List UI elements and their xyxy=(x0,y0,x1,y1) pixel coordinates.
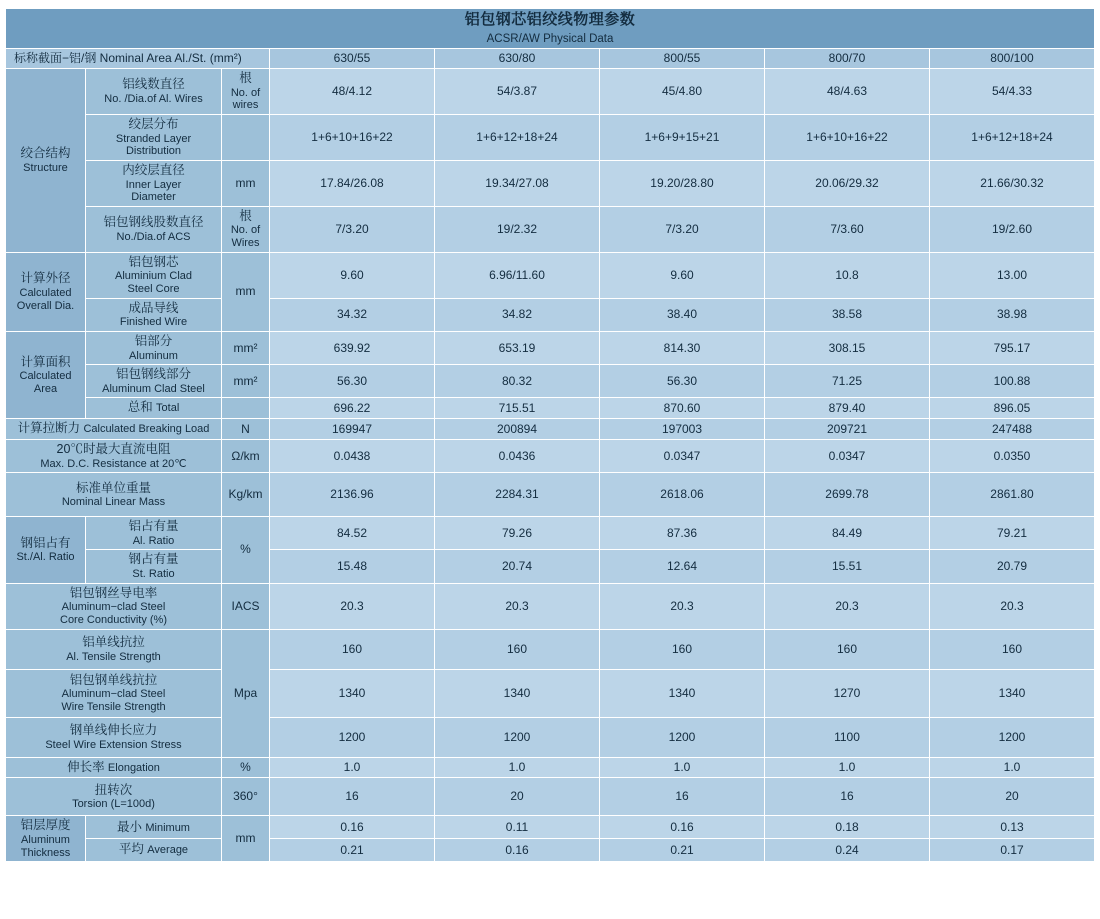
table-row xyxy=(6,365,1095,398)
header-col-4: 800/100 xyxy=(930,49,1095,69)
row-label-total-area xyxy=(86,398,222,419)
cell: 0.0347 xyxy=(600,439,765,472)
cell: 1200 xyxy=(600,717,765,757)
row-label-en1: Inner Layer xyxy=(125,178,182,191)
row-label-en1: Aluminum−clad Steel xyxy=(61,601,166,614)
row-label-en2: Steel Core xyxy=(127,283,180,296)
cell: 1340 xyxy=(435,669,600,717)
cell: 160 xyxy=(930,629,1095,669)
group-structure-en: Structure xyxy=(23,161,68,174)
row-label-zh: 总和 xyxy=(127,400,153,415)
unit-mm2-acs: mm² xyxy=(222,365,270,398)
cell: 7/3.20 xyxy=(270,206,435,252)
cell: 54/3.87 xyxy=(435,69,600,115)
row-label-al-ratio xyxy=(86,517,222,550)
cell: 15.48 xyxy=(270,550,435,583)
row-label-en1: Aluminium Clad xyxy=(114,270,193,283)
row-label-zh: 扭转次 xyxy=(94,782,133,797)
table-row xyxy=(6,816,1095,839)
unit-torsion-360: 360° xyxy=(222,778,270,816)
cell: 0.24 xyxy=(765,839,930,862)
cell: 100.88 xyxy=(930,365,1095,398)
cell: 1.0 xyxy=(600,757,765,778)
cell: 2618.06 xyxy=(600,473,765,517)
cell: 795.17 xyxy=(930,331,1095,364)
unit-en1: No. of xyxy=(230,86,261,99)
cell: 1.0 xyxy=(930,757,1095,778)
cell: 0.13 xyxy=(930,816,1095,839)
cell: 308.15 xyxy=(765,331,930,364)
cell: 1+6+12+18+24 xyxy=(435,115,600,161)
table-row xyxy=(6,160,1095,206)
cell: 79.26 xyxy=(435,517,600,550)
cell: 0.16 xyxy=(600,816,765,839)
row-label-zh: 绞层分布 xyxy=(128,117,179,132)
cell: 38.40 xyxy=(600,298,765,331)
group-en2: Area xyxy=(33,382,58,395)
row-label-thickness-minimum xyxy=(86,816,222,839)
cell: 0.0350 xyxy=(930,439,1095,472)
unit-linear-mass: Kg/km xyxy=(222,473,270,517)
row-label-acs-wires xyxy=(86,206,222,252)
cell: 87.36 xyxy=(600,517,765,550)
cell: 56.30 xyxy=(600,365,765,398)
unit-acs-wires xyxy=(222,206,270,252)
row-label-aluminum-area xyxy=(86,331,222,364)
group-en1: Aluminum xyxy=(21,834,70,847)
row-label-zh: 铝包钢芯 xyxy=(128,254,179,269)
cell: 20 xyxy=(435,778,600,816)
cell: 34.32 xyxy=(270,298,435,331)
cell: 2861.80 xyxy=(930,473,1095,517)
row-label-zh: 20℃时最大直流电阻 xyxy=(56,441,171,456)
cell: 197003 xyxy=(600,419,765,440)
row-label-en1: Stranded Layer xyxy=(115,132,192,145)
row-label-en1: Minimum xyxy=(145,821,190,834)
table-row xyxy=(6,206,1095,252)
row-label-en2: Wire Tensile Strength xyxy=(61,700,166,713)
cell: 1+6+10+16+22 xyxy=(270,115,435,161)
cell: 209721 xyxy=(765,419,930,440)
cell: 639.92 xyxy=(270,331,435,364)
cell: 1270 xyxy=(765,669,930,717)
group-zh: 铝层厚度 xyxy=(20,818,71,833)
cell: 6.96/11.60 xyxy=(435,252,600,298)
group-calculated-area xyxy=(6,331,86,418)
group-en: St./Al. Ratio xyxy=(16,551,75,564)
cell: 0.0347 xyxy=(765,439,930,472)
cell: 13.00 xyxy=(930,252,1095,298)
row-label-zh: 标准单位重量 xyxy=(75,480,151,495)
table-row xyxy=(6,419,1095,440)
unit-ratio-percent: % xyxy=(222,517,270,584)
unit-al-wires xyxy=(222,69,270,115)
cell: 79.21 xyxy=(930,517,1095,550)
cell: 38.98 xyxy=(930,298,1095,331)
table-row xyxy=(6,839,1095,862)
cell: 9.60 xyxy=(600,252,765,298)
cell: 20.3 xyxy=(930,583,1095,629)
unit-mpa: Mpa xyxy=(222,629,270,757)
table-row xyxy=(6,439,1095,472)
cell: 80.32 xyxy=(435,365,600,398)
cell: 200894 xyxy=(435,419,600,440)
unit-en1: No. of xyxy=(230,224,261,237)
cell: 84.52 xyxy=(270,517,435,550)
cell: 1200 xyxy=(270,717,435,757)
cell: 38.58 xyxy=(765,298,930,331)
group-en2: Overall Dia. xyxy=(16,299,75,312)
row-label-st-ratio xyxy=(86,550,222,583)
cell: 160 xyxy=(600,629,765,669)
cell: 1.0 xyxy=(765,757,930,778)
table-row xyxy=(6,517,1095,550)
row-label-en1: St. Ratio xyxy=(132,568,175,581)
unit-en2: Wires xyxy=(231,237,260,250)
cell: 16 xyxy=(270,778,435,816)
row-label-steel-wire-extension-stress xyxy=(6,717,222,757)
acsr-aw-physical-data-table xyxy=(5,8,1095,862)
header-nominal-area: 标称截面−铝/钢 Nominal Area Al./St. (mm²) xyxy=(6,49,270,69)
cell: 0.17 xyxy=(930,839,1095,862)
row-label-inner-layer-diameter xyxy=(86,160,222,206)
cell: 9.60 xyxy=(270,252,435,298)
row-label-en1: Al. Tensile Strength xyxy=(66,650,161,663)
cell: 34.82 xyxy=(435,298,600,331)
cell: 0.18 xyxy=(765,816,930,839)
cell: 45/4.80 xyxy=(600,69,765,115)
cell: 2136.96 xyxy=(270,473,435,517)
cell: 21.66/30.32 xyxy=(930,160,1095,206)
cell: 7/3.60 xyxy=(765,206,930,252)
cell: 1.0 xyxy=(270,757,435,778)
cell: 1200 xyxy=(435,717,600,757)
cell: 56.30 xyxy=(270,365,435,398)
row-label-zh: 铝部分 xyxy=(134,333,173,348)
group-zh: 计算外径 xyxy=(20,271,71,286)
unit-mm2-aluminum: mm² xyxy=(222,331,270,364)
group-en1: Calculated xyxy=(19,370,72,383)
cell: 19.34/27.08 xyxy=(435,160,600,206)
row-label-en1: Al. Ratio xyxy=(132,534,175,547)
row-label-zh: 钢单线伸长应力 xyxy=(69,723,158,738)
row-label-zh: 铝单线抗拉 xyxy=(82,635,145,650)
row-label-zh: 铝线数直径 xyxy=(122,77,185,92)
table-row xyxy=(6,398,1095,419)
cell: 0.16 xyxy=(270,816,435,839)
row-label-thickness-average xyxy=(86,839,222,862)
cell: 2284.31 xyxy=(435,473,600,517)
row-label-finished-wire xyxy=(86,298,222,331)
row-label-en2: Diameter xyxy=(131,191,176,204)
unit-mm: mm xyxy=(222,160,270,206)
row-label-torsion xyxy=(6,778,222,816)
cell: 19/2.60 xyxy=(930,206,1095,252)
table-title-cell xyxy=(6,9,1095,49)
row-label-en1: Torsion (L=100d) xyxy=(72,798,155,811)
row-label-zh: 铝占有量 xyxy=(128,519,179,534)
table-row xyxy=(6,669,1095,717)
row-label-en2: Distribution xyxy=(125,145,182,158)
table-row xyxy=(6,550,1095,583)
cell: 20.3 xyxy=(765,583,930,629)
cell: 1+6+9+15+21 xyxy=(600,115,765,161)
cell: 84.49 xyxy=(765,517,930,550)
unit-zh: 根 xyxy=(239,208,252,223)
unit-zh: 根 xyxy=(239,71,252,86)
cell: 1340 xyxy=(600,669,765,717)
table-row xyxy=(6,717,1095,757)
row-label-zh: 成品导线 xyxy=(128,300,179,315)
cell: 20.79 xyxy=(930,550,1095,583)
row-label-stranded-layer xyxy=(86,115,222,161)
table-row xyxy=(6,298,1095,331)
header-col-0: 630/55 xyxy=(270,49,435,69)
group-aluminum-thickness xyxy=(6,816,86,862)
row-label-zh: 伸长率 xyxy=(67,759,105,774)
table-row xyxy=(6,757,1095,778)
cell: 7/3.20 xyxy=(600,206,765,252)
cell: 48/4.63 xyxy=(765,69,930,115)
table-row xyxy=(6,331,1095,364)
cell: 653.19 xyxy=(435,331,600,364)
row-label-aluminum-clad-steel-area xyxy=(86,365,222,398)
header-col-1: 630/80 xyxy=(435,49,600,69)
unit-dc-resistance: Ω/km xyxy=(222,439,270,472)
cell: 1100 xyxy=(765,717,930,757)
row-label-dc-resistance xyxy=(6,439,222,472)
table-row xyxy=(6,778,1095,816)
cell: 71.25 xyxy=(765,365,930,398)
cell: 696.22 xyxy=(270,398,435,419)
row-label-aluminium-clad-steel-core xyxy=(86,252,222,298)
group-structure xyxy=(6,69,86,253)
cell: 2699.78 xyxy=(765,473,930,517)
header-col-3: 800/70 xyxy=(765,49,930,69)
row-label-zh: 内绞层直径 xyxy=(122,162,185,177)
row-label-en1: Total xyxy=(156,402,180,415)
row-label-acs-wire-tensile-strength xyxy=(6,669,222,717)
row-label-en1: Calculated Breaking Load xyxy=(83,423,210,436)
row-label-zh: 铝包钢线部分 xyxy=(115,367,191,382)
datasheet-page xyxy=(0,8,1100,919)
cell: 0.0438 xyxy=(270,439,435,472)
cell: 715.51 xyxy=(435,398,600,419)
unit-mm-overall-dia: mm xyxy=(222,252,270,331)
cell: 870.60 xyxy=(600,398,765,419)
row-label-en1: Aluminum−clad Steel xyxy=(61,688,166,701)
table-row xyxy=(6,115,1095,161)
title-en: ACSR/AW Physical Data xyxy=(486,32,614,45)
cell: 20 xyxy=(930,778,1095,816)
table-header-row xyxy=(6,49,1095,69)
unit-blank-total xyxy=(222,398,270,419)
row-label-en1: No./Dia.of ACS xyxy=(116,230,191,243)
row-label-en1: Max. D.C. Resistance at 20℃ xyxy=(40,457,187,470)
table-title-row xyxy=(6,9,1095,49)
cell: 48/4.12 xyxy=(270,69,435,115)
cell: 20.74 xyxy=(435,550,600,583)
cell: 160 xyxy=(435,629,600,669)
cell: 0.21 xyxy=(600,839,765,862)
cell: 1.0 xyxy=(435,757,600,778)
row-label-elongation xyxy=(6,757,222,778)
cell: 0.16 xyxy=(435,839,600,862)
table-row xyxy=(6,69,1095,115)
row-label-zh: 钢占有量 xyxy=(128,552,179,567)
cell: 1340 xyxy=(930,669,1095,717)
cell: 10.8 xyxy=(765,252,930,298)
row-label-en1: Nominal Linear Mass xyxy=(61,496,166,509)
cell: 20.3 xyxy=(600,583,765,629)
cell: 20.3 xyxy=(435,583,600,629)
cell: 1+6+12+18+24 xyxy=(930,115,1095,161)
row-label-zh: 平均 xyxy=(118,842,144,857)
row-label-en1: Elongation xyxy=(107,761,160,774)
cell: 1200 xyxy=(930,717,1095,757)
cell: 0.11 xyxy=(435,816,600,839)
unit-en2: wires xyxy=(232,99,259,112)
table-row xyxy=(6,473,1095,517)
title-zh: 铝包钢芯铝绞线物理参数 xyxy=(464,11,636,28)
cell: 169947 xyxy=(270,419,435,440)
row-label-core-conductivity xyxy=(6,583,222,629)
cell: 16 xyxy=(765,778,930,816)
group-st-al-ratio xyxy=(6,517,86,584)
table-row xyxy=(6,583,1095,629)
unit-thickness-mm: mm xyxy=(222,816,270,862)
row-label-zh: 计算拉断力 xyxy=(17,421,81,436)
cell: 20.06/29.32 xyxy=(765,160,930,206)
unit-breaking-load: N xyxy=(222,419,270,440)
cell: 160 xyxy=(765,629,930,669)
row-label-en: No. /Dia.of Al. Wires xyxy=(104,93,203,106)
cell: 12.64 xyxy=(600,550,765,583)
table-row xyxy=(6,629,1095,669)
row-label-nominal-linear-mass xyxy=(6,473,222,517)
group-en1: Calculated xyxy=(19,287,72,299)
cell: 896.05 xyxy=(930,398,1095,419)
group-en2: Thickness xyxy=(20,846,71,859)
cell: 247488 xyxy=(930,419,1095,440)
row-label-en1: Aluminum Clad Steel xyxy=(102,382,205,395)
row-label-zh: 铝包钢线股数直径 xyxy=(103,215,204,230)
cell: 160 xyxy=(270,629,435,669)
cell: 0.21 xyxy=(270,839,435,862)
cell: 17.84/26.08 xyxy=(270,160,435,206)
cell: 879.40 xyxy=(765,398,930,419)
group-calculated-overall-dia xyxy=(6,252,86,331)
cell: 1+6+10+16+22 xyxy=(765,115,930,161)
row-label-al-wires xyxy=(86,69,222,115)
row-label-en1: Aluminum xyxy=(129,349,178,362)
cell: 15.51 xyxy=(765,550,930,583)
cell: 814.30 xyxy=(600,331,765,364)
row-label-al-tensile-strength xyxy=(6,629,222,669)
group-zh: 计算面积 xyxy=(20,354,71,369)
cell: 54/4.33 xyxy=(930,69,1095,115)
cell: 19/2.32 xyxy=(435,206,600,252)
cell: 19.20/28.80 xyxy=(600,160,765,206)
row-label-breaking-load xyxy=(6,419,222,440)
group-zh: 钢铝占有 xyxy=(20,535,71,550)
unit-iacs: IACS xyxy=(222,583,270,629)
unit-elongation-percent: % xyxy=(222,757,270,778)
row-label-en1: Steel Wire Extension Stress xyxy=(45,738,182,751)
row-label-zh: 最小 xyxy=(117,819,143,834)
cell: 0.0436 xyxy=(435,439,600,472)
unit-blank xyxy=(222,115,270,161)
cell: 20.3 xyxy=(270,583,435,629)
row-label-en1: Finished Wire xyxy=(119,316,188,329)
row-label-en1: Average xyxy=(147,844,189,857)
table-row xyxy=(6,252,1095,298)
group-structure-zh: 绞合结构 xyxy=(20,146,71,161)
cell: 16 xyxy=(600,778,765,816)
row-label-zh: 铝包钢丝导电率 xyxy=(69,585,158,600)
row-label-zh: 铝包钢单线抗拉 xyxy=(69,672,158,687)
header-col-2: 800/55 xyxy=(600,49,765,69)
row-label-en2: Core Conductivity (%) xyxy=(60,614,167,627)
cell: 1340 xyxy=(270,669,435,717)
